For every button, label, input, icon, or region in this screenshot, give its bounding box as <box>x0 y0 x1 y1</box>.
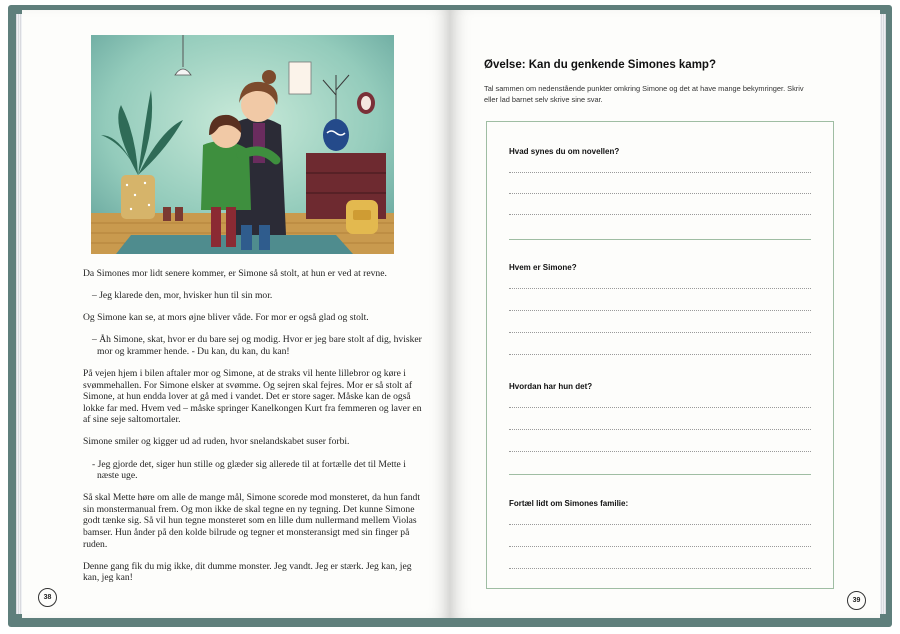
question-label: Fortæl lidt om Simones familie: <box>509 499 629 508</box>
page-number-left: 38 <box>38 588 57 607</box>
story-paragraph: Da Simones mor lidt senere kommer, er Simone så stolt, at hun er ved at revne. <box>83 268 387 279</box>
answer-line[interactable] <box>509 451 811 452</box>
answer-line[interactable] <box>509 214 811 215</box>
page-number-right: 39 <box>847 591 866 610</box>
section-divider <box>509 239 811 240</box>
answer-line[interactable] <box>509 172 811 173</box>
story-dialogue: – Jeg klarede den, mor, hvisker hun til sin mor. <box>92 290 273 302</box>
story-paragraph: Så skal Mette høre om alle de mange mål, Simone scorede mod monsteret, da hun fandt sin monstermanual frem. Og mon ikke de skal tegne en ny tegning. Det kunne Simone godt tænke sig. Så vil hun tegne monsteret som en lille dum nullermand mellem Violas bamser. Hun ånder på den kolde bilrude og tegner et monsteransigt med sin finger på ruden. <box>83 492 421 550</box>
exercise-title: Øvelse: Kan du genkende Simones kamp? <box>484 59 716 71</box>
answer-line[interactable] <box>509 546 811 547</box>
answer-line[interactable] <box>509 429 811 430</box>
answer-line[interactable] <box>509 407 811 408</box>
story-paragraph: Denne gang fik du mig ikke, dit dumme monster. Jeg vandt. Jeg er stærk. Jeg kan, jeg kan, jeg kan! <box>83 560 412 584</box>
page-edges-right <box>879 14 886 614</box>
answer-line[interactable] <box>509 524 811 525</box>
mother-hugging-daughter-illustration <box>91 35 394 254</box>
story-text <box>83 268 423 594</box>
answer-line[interactable] <box>509 193 811 194</box>
exercise-answer-box <box>486 121 834 589</box>
question-label: Hvem er Simone? <box>509 263 577 272</box>
story-paragraph: På vejen hjem i bilen aftaler mor og Simone, at de straks vil hente lillebror og køre i svømmehallen. For Simone elsker at svømme. Og sejren skal fejres. Mor er så stolt af Simone, at hun endda lover at gå med i vandet. Det er store sager. Måske kan de også lokke far med. Hvem ved – måske springer Kanelkongen Kurt fra femmeren og laver en af sine seje saltomortaler. <box>83 367 422 426</box>
exercise-intro: Tal sammen om nedenstående punkter omkring Simone og det at have mange bekymringer. Skriv eller lad barnet selv skrive sine svar. <box>484 84 804 104</box>
answer-line[interactable] <box>509 354 811 355</box>
story-paragraph: Simone smiler og kigger ud ad ruden, hvor snelandskabet suser forbi. <box>83 436 350 448</box>
answer-line[interactable] <box>509 310 811 311</box>
question-label: Hvordan har hun det? <box>509 382 593 391</box>
answer-line[interactable] <box>509 568 811 569</box>
story-dialogue: – Åh Simone, skat, hvor er du bare sej og modig. Hvor er jeg bare stolt af dig, hvisker mor og krammer hende. - Du kan, du kan, du kan! <box>92 334 422 357</box>
story-illustration <box>91 35 394 254</box>
section-divider <box>509 474 811 475</box>
right-page <box>450 10 880 618</box>
answer-line[interactable] <box>509 332 811 333</box>
story-paragraph: Og Simone kan se, at mors øjne bliver våde. For mor er også glad og stolt. <box>83 312 369 324</box>
left-page <box>22 10 450 618</box>
answer-line[interactable] <box>509 288 811 289</box>
story-dialogue: - Jeg gjorde det, siger hun stille og glæder sig allerede til at fortælle det til Mette i næste uge. <box>92 458 406 482</box>
question-label: Hvad synes du om novellen? <box>509 147 620 156</box>
